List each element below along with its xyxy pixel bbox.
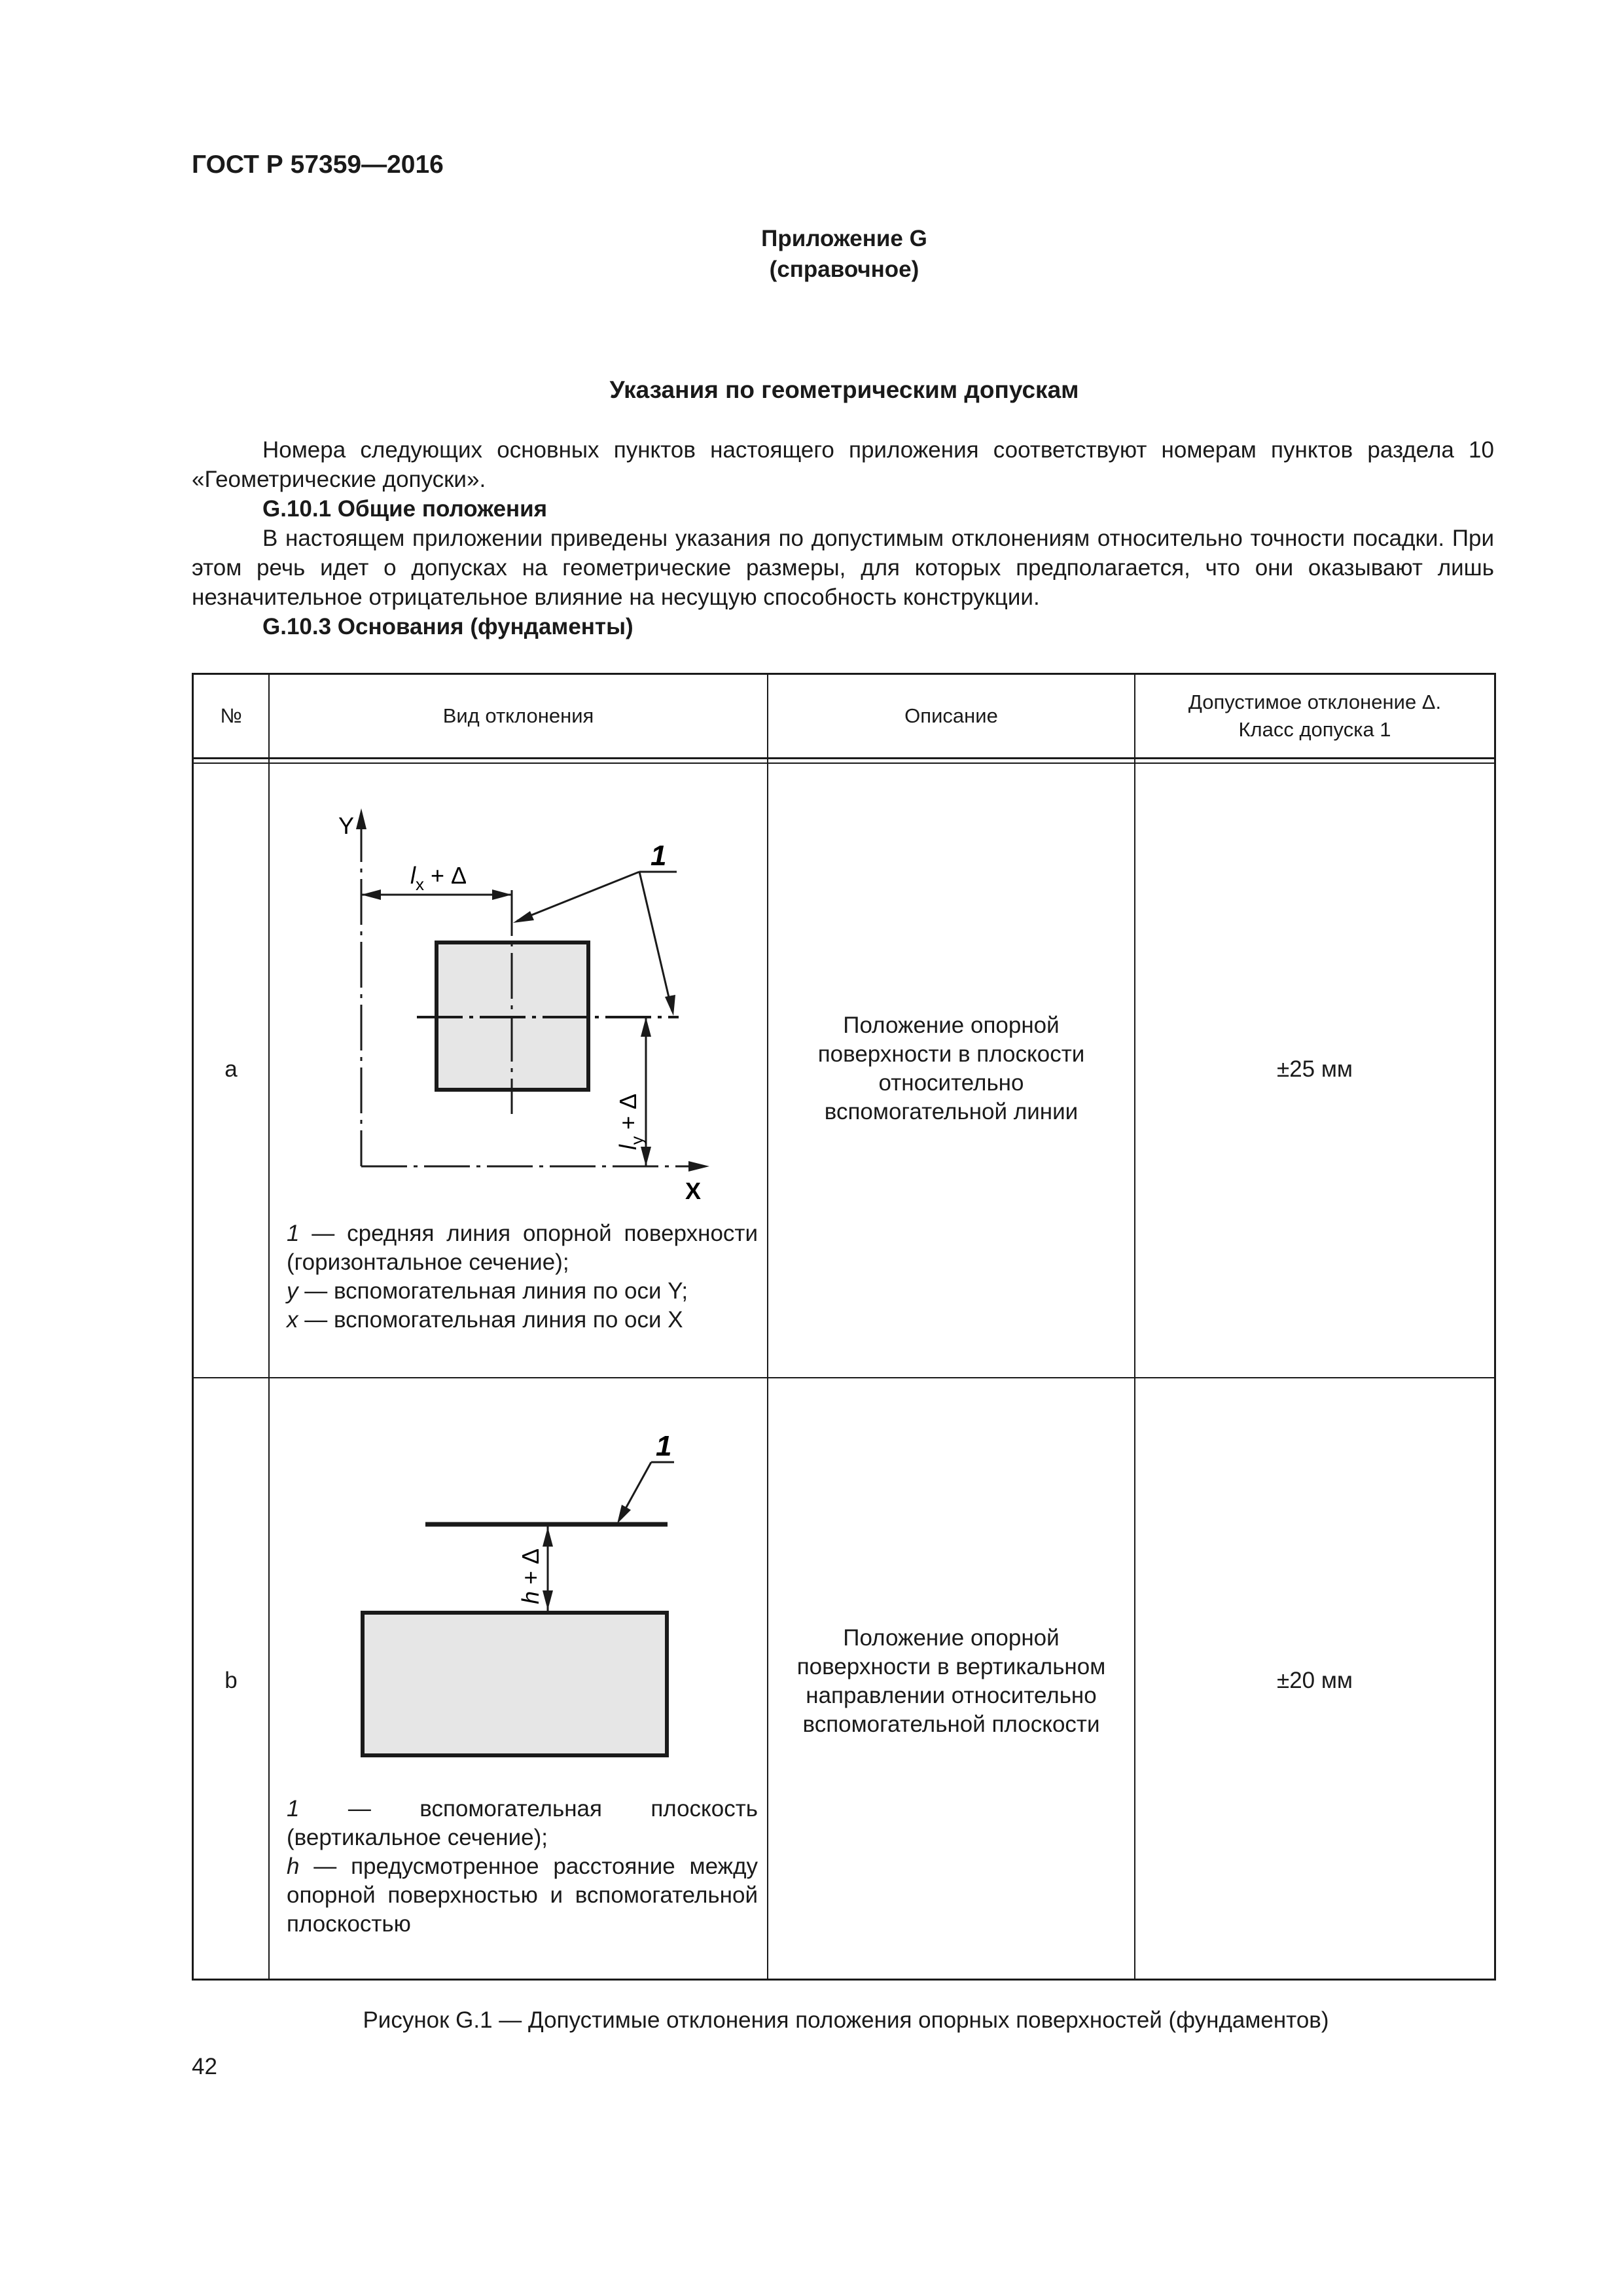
support-surface-block	[363, 1613, 667, 1755]
legend-item: y — вспомогательная линия по оси Y;	[287, 1278, 688, 1304]
dim-x-arrow-left	[361, 889, 381, 900]
dim-y-arrow-top	[641, 1017, 651, 1037]
y-axis-label: Y	[338, 812, 355, 839]
heading-foundations: G.10.3 Основания (фундаменты)	[262, 614, 633, 639]
dim-h-arrow-bottom	[543, 1590, 553, 1610]
row-b-legend	[287, 1795, 758, 1939]
callout-b-arrow	[617, 1505, 631, 1524]
header-type: Вид отклонения	[442, 704, 594, 727]
dim-h-arrow-top	[543, 1527, 553, 1547]
callout-label: 1	[651, 840, 667, 872]
dim-y-label: $l_y + \Delta$	[615, 1093, 647, 1150]
header-tolerance-line2: Класс допуска 1	[1238, 718, 1391, 741]
callout-arrow-2	[665, 995, 675, 1016]
row-a-legend	[287, 1219, 758, 1335]
row-b-figure	[270, 1378, 767, 1784]
callout-leader-1	[517, 872, 639, 921]
standard-number: ГОСТ Р 57359—2016	[192, 151, 444, 179]
callout-b-label: 1	[656, 1430, 672, 1462]
dim-x-arrow-right	[492, 889, 512, 900]
dim-x-label: $l_x + \Delta$	[410, 862, 467, 894]
legend-item: 1 — вспомогательная плоскость (вертикальное сечение);	[287, 1796, 758, 1850]
appendix-title: Приложение G	[761, 226, 927, 251]
table-col-divider-3	[1134, 673, 1135, 1981]
legend-item: 1 — средняя линия опорной поверхности (горизонтальное сечение);	[287, 1221, 758, 1275]
page-number: 42	[192, 2054, 217, 2079]
x-axis-label: X	[685, 1177, 702, 1204]
general-paragraph: В настоящем приложении приведены указания по допустимым отклонениям относительно точности посадки. При этом речь идет о допусках на геометрические размеры, для которых предполагается, что они оказывают лишь незначительное отрицательное влияние на несущую способность конструкции.	[192, 526, 1494, 610]
table-border-left	[192, 673, 194, 1981]
y-axis-arrow	[356, 808, 366, 829]
table-border-bottom	[192, 1979, 1496, 1981]
row-b-id: b	[224, 1668, 238, 1693]
row-b-description: Положение опорной поверхности в вертикальном направлении относительно вспомогательной плоскости	[796, 1625, 1106, 1737]
row-a-id: a	[224, 1056, 238, 1082]
header-tolerance-line1: Допустимое отклонение Δ.	[1188, 691, 1442, 713]
header-num: №	[220, 704, 242, 727]
row-a-description: Положение опорной поверхности в плоскости относительно вспомогательной линии	[817, 1013, 1085, 1124]
callout-arrow-1	[513, 911, 534, 923]
legend-item: h — предусмотренное расстояние между опорной поверхностью и вспомогательной плоскостью	[287, 1854, 758, 1937]
section-title: Указания по геометрическим допускам	[609, 376, 1079, 403]
table-border-right	[1494, 673, 1496, 1981]
dim-h-label: h + Δ	[517, 1548, 544, 1604]
row-b-tolerance: ±20 мм	[1277, 1668, 1353, 1693]
legend-item: x — вспомогательная линия по оси X	[287, 1307, 683, 1333]
table-col-divider-2	[767, 673, 768, 1981]
row-a-figure	[270, 764, 767, 1215]
figure-caption: Рисунок G.1 — Допустимые отклонения положения опорных поверхностей (фундаментов)	[363, 2007, 1329, 2033]
dim-y-arrow-bottom	[641, 1147, 651, 1166]
appendix-subtitle: (справочное)	[769, 257, 919, 282]
callout-leader-2	[639, 872, 672, 1011]
row-a-tolerance: ±25 мм	[1277, 1056, 1353, 1082]
table-header-divider	[192, 757, 1496, 759]
table-border-top	[192, 673, 1496, 675]
header-description: Описание	[904, 704, 998, 727]
intro-paragraph: Номера следующих основных пунктов настоящего приложения соответствуют номерам пунктов раздела 10 «Геометрические допуски».	[192, 437, 1494, 492]
x-axis-arrow	[688, 1161, 709, 1172]
heading-general: G.10.1 Общие положения	[262, 496, 548, 522]
